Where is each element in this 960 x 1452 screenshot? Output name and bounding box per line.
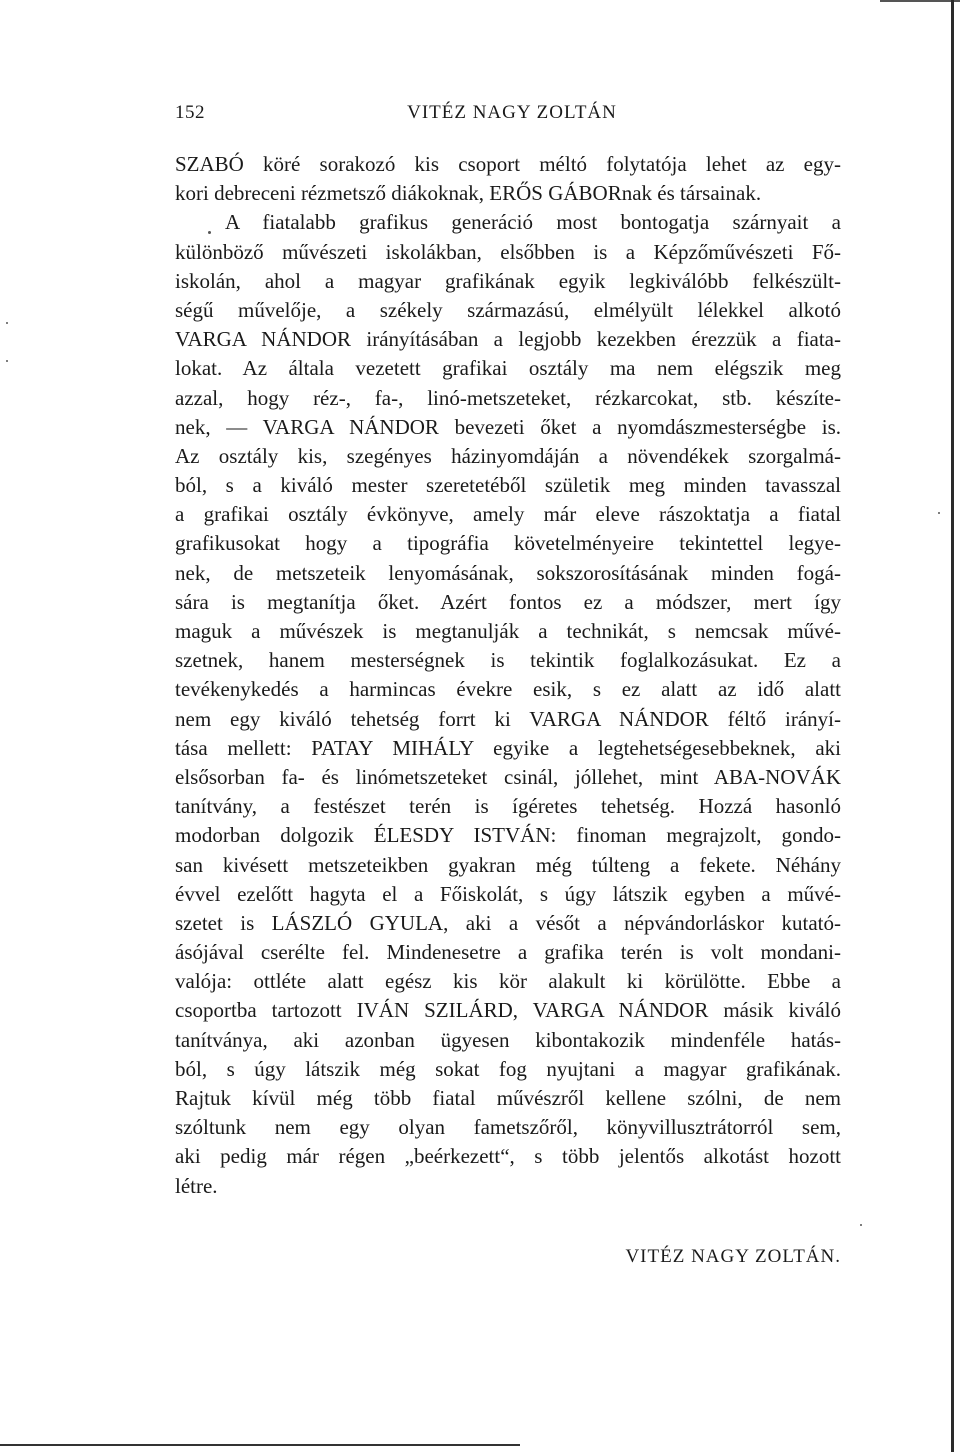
text-line: SZABÓ köré sorakozó kis csoport méltó folytatója lehet az egy-	[175, 152, 841, 176]
text-line: san kivésett metszeteikben gyakran még túlteng a fekete. Néhány	[175, 852, 841, 877]
text-line: nek, de metszeteik lenyomásának, sokszorosításának minden fogá-	[175, 560, 841, 585]
text-line: aki pedig már régen „beérkezett“, s több jelentős alkotást hozott	[175, 1144, 841, 1169]
scan-speck	[6, 322, 8, 324]
text-line: sára is megtanítja őket. Azért fontos ez a módszer, mert így	[175, 589, 841, 614]
text-line: tanítványa, aki azonban ügyesen kibontakozik mindenféle hatás-	[175, 1027, 841, 1052]
text-line: grafikusokat hogy a tipográfia követelményeire tekintettel legye-	[175, 531, 841, 556]
text-line: iskolán, ahol a magyar grafikának egyik legkiválóbb felkészült-	[175, 268, 841, 293]
text-line: A fiatalabb grafikus generáció most bontogatja szárnyait a	[225, 210, 841, 235]
page-number: 152	[175, 102, 205, 123]
text-line: ból, s úgy látszik még sokat fog nyujtani a magyar grafikának.	[175, 1056, 841, 1081]
text-line: különböző művészeti iskolákban, elsőbben is a Képzőművészeti Fő-	[175, 239, 841, 264]
text-line: évvel ezelőtt hagyta el a Főiskolát, s úgy látszik egyben a művé-	[175, 881, 841, 906]
book-page	[175, 0, 841, 1452]
text-line: szetet is LÁSZLÓ GYULA, aki a vésőt a népvándorláskor kutató-	[175, 910, 841, 935]
scan-speck	[938, 512, 940, 514]
text-line: valója: ottléte alatt egész kis kör alakult ki körülötte. Ebbe a	[175, 969, 841, 994]
running-title: VITÉZ NAGY ZOLTÁN	[407, 102, 617, 123]
scan-edge-top	[880, 0, 960, 2]
scan-edge-right	[951, 0, 954, 1452]
text-line: modorban dolgozik ÉLESDY ISTVÁN: finoman megrajzolt, gondo-	[175, 823, 841, 848]
text-line: nem egy kiváló tehetség forrt ki VARGA NÁNDOR féltő irányí-	[175, 706, 841, 731]
text-line: elsősorban fa- és linómetszeteket csinál, jóllehet, mint ABA-NOVÁK	[175, 764, 841, 789]
author-signature: VITÉZ NAGY ZOLTÁN.	[625, 1246, 841, 1267]
text-line: Az osztály kis, szegényes házinyomdáján a növendékek szorgalmá-	[175, 443, 841, 468]
text-line: létre.	[175, 1173, 218, 1198]
scan-speck	[860, 1224, 862, 1226]
text-line: ból, s a kiváló mester szeretetéből születik meg minden tavasszal	[175, 473, 841, 498]
text-line: lokat. Az általa vezetett grafikai osztály ma nem elégszik meg	[175, 356, 841, 381]
text-line: nek, — VARGA NÁNDOR bevezeti őket a nyomdászmesterségbe is.	[175, 414, 841, 439]
text-line: tevékenykedés a harmincas évekre esik, s ez alatt az idő alatt	[175, 677, 841, 702]
text-line: tása mellett: PATAY MIHÁLY egyike a legtehetségesebbeknek, aki	[175, 735, 841, 760]
text-line: szetnek, hanem mesterségnek is tekintik foglalkozásukat. Ez a	[175, 648, 841, 673]
text-line: Rajtuk kívül még több fiatal művészről kellene szólni, de nem	[175, 1086, 841, 1110]
text-line: ásójával cserélte fel. Mindenesetre a grafika terén is volt mondani-	[175, 940, 841, 965]
article-body	[175, 150, 841, 1201]
running-head	[175, 102, 841, 132]
text-line: maguk a művészek is megtanulják a technikát, s nemcsak művé-	[175, 619, 841, 643]
text-line: tanítvány, a festészet terén is ígéretes tehetség. Hozzá hasonló	[175, 794, 841, 819]
text-line: csoportba tartozott IVÁN SZILÁRD, VARGA NÁNDOR másik kiváló	[175, 998, 841, 1023]
text-line: azzal, hogy réz-, fa-, linó-metszeteket, rézkarcokat, stb. készíte-	[175, 385, 841, 410]
text-line: a grafikai osztály évkönyve, amely már eleve rászoktatja a fiatal	[175, 502, 841, 527]
text-line: ségű művelője, a székely származású, elmélyült lélekkel alkotó	[175, 297, 841, 322]
text-line: VARGA NÁNDOR irányításában a legjobb kezekben érezzük a fiata-	[175, 327, 841, 352]
text-line: kori debreceni rézmetsző diákoknak, ERŐS GÁBORnak és társainak.	[175, 181, 762, 206]
scan-speck	[6, 360, 8, 362]
text-line: szóltunk nem egy olyan fametszőről, könyvillusztrátorról sem,	[175, 1115, 841, 1140]
